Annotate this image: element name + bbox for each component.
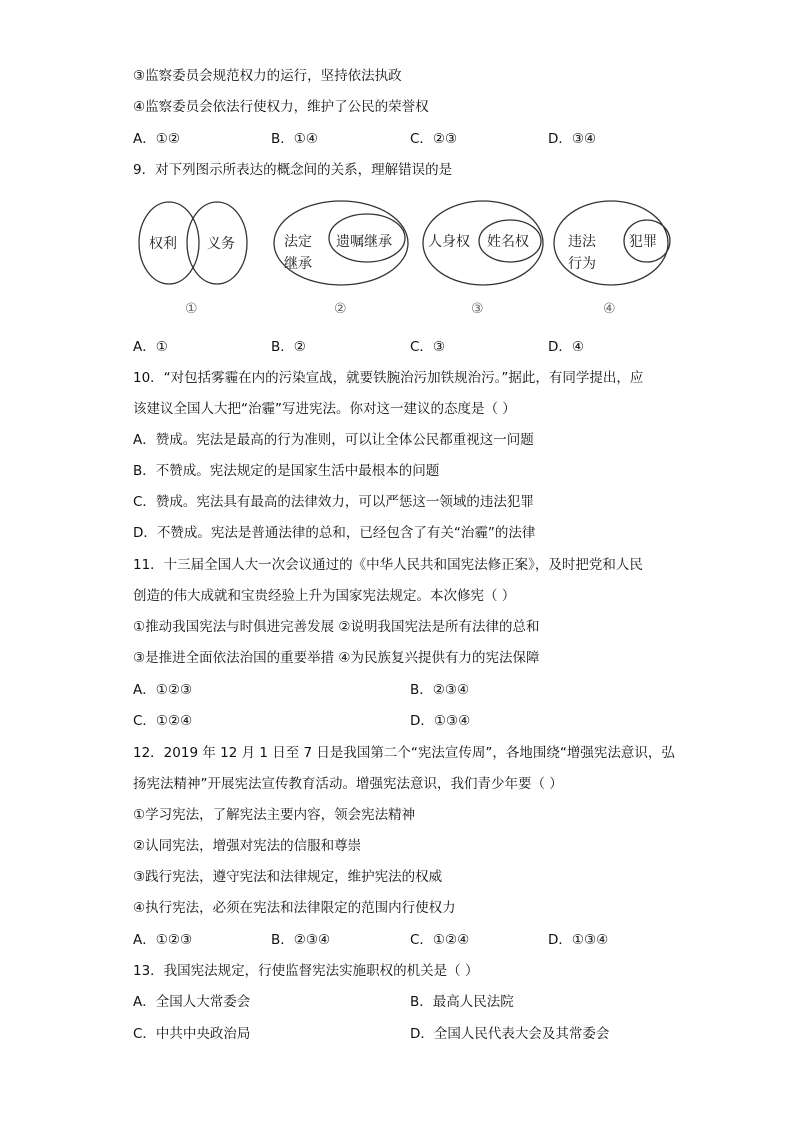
q10-option-c[interactable]: C．赞成。宪法具有最高的法律效力，可以严惩这一领域的违法犯罪 [133, 494, 534, 510]
q12-option-d[interactable]: D．①③④ [548, 932, 609, 948]
diagram-number-2: ② [334, 301, 347, 317]
q10-option-b[interactable]: B．不赞成。宪法规定的是国家生活中最根本的问题 [133, 463, 440, 479]
diagram3-outer: 人身权 [428, 234, 470, 250]
q11-items-line1: ①推动我国宪法与时俱进完善发展 ②说明我国宪法是所有法律的总和 [133, 619, 540, 635]
q11-option-c[interactable]: C．①②④ [133, 713, 193, 729]
diagram2-inner: 遗嘱继承 [336, 234, 392, 250]
q13-option-b[interactable]: B．最高人民法院 [410, 994, 514, 1010]
diagram-number-3: ③ [471, 301, 484, 317]
q13-option-d[interactable]: D．全国人民代表大会及其常委会 [410, 1026, 610, 1042]
q11-stem-line1: 11．十三届全国人大一次会议通过的《中华人民共和国宪法修正案》，及时把党和人民 [133, 557, 643, 573]
diagram2-outer-line1: 法定 [284, 234, 312, 250]
q9-concept-diagrams [133, 196, 673, 322]
q12-stem-line2: 扬宪法精神”开展宪法宣传教育活动。增强宪法意识，我们青少年要（ ） [133, 776, 563, 792]
q9-option-b[interactable]: B．② [271, 339, 306, 355]
q12-stem-line1: 12．2019 年 12 月 1 日至 7 日是我国第二个“宪法宣传周”，各地围绕“增强宪法意识，弘 [133, 745, 675, 761]
q8-option-d[interactable]: D．③④ [548, 131, 597, 147]
q8-item-4: ④监察委员会依法行使权力，维护了公民的荣誉权 [133, 99, 429, 115]
q10-stem-line1: 10．“对包括雾霾在内的污染宣战，就要铁腕治污加铁规治污。”据此，有同学提出，应 [133, 370, 644, 386]
diagram-number-1: ① [185, 301, 198, 317]
q12-option-b[interactable]: B．②③④ [271, 932, 331, 948]
diagram3-inner: 姓名权 [487, 234, 529, 250]
diagram2-outer-line2: 继承 [284, 256, 312, 272]
diagram-number-4: ④ [603, 301, 616, 317]
q12-option-c[interactable]: C．①②④ [410, 932, 470, 948]
q9-diagram-svg [133, 196, 673, 322]
q8-option-b[interactable]: B．①④ [271, 131, 318, 147]
q12-item-3: ③践行宪法，遵守宪法和法律规定，维护宪法的权威 [133, 869, 443, 885]
q11-option-b[interactable]: B．②③④ [410, 682, 470, 698]
q10-option-a[interactable]: A．赞成。宪法是最高的行为准则，可以让全体公民都重视这一问题 [133, 432, 534, 448]
q8-option-c[interactable]: C．②③ [410, 131, 458, 147]
q9-option-d[interactable]: D．④ [548, 339, 584, 355]
q9-option-c[interactable]: C．③ [410, 339, 446, 355]
diagram4-inner: 犯罪 [629, 234, 657, 250]
q13-option-a[interactable]: A．全国人大常委会 [133, 994, 251, 1010]
q10-stem-line2: 该建议全国人大把“治霾”写进宪法。你对这一建议的态度是（ ） [133, 401, 516, 417]
diagram4-outer-line1: 违法 [568, 234, 596, 250]
q12-item-4: ④执行宪法，必须在宪法和法律限定的范围内行使权力 [133, 900, 456, 916]
q12-option-a[interactable]: A．①②③ [133, 932, 193, 948]
q11-option-a[interactable]: A．①②③ [133, 682, 193, 698]
diagram4-outer-line2: 行为 [568, 256, 596, 272]
q11-stem-line2: 创造的伟大成就和宝贵经验上升为国家宪法规定。本次修宪（ ） [133, 588, 516, 604]
q8-item-3: ③监察委员会规范权力的运行，坚持依法执政 [133, 68, 402, 84]
q10-option-d[interactable]: D．不赞成。宪法是普通法律的总和，已经包含了有关“治霾”的法律 [133, 525, 536, 541]
q9-option-a[interactable]: A．① [133, 339, 168, 355]
q12-item-1: ①学习宪法，了解宪法主要内容，领会宪法精神 [133, 807, 416, 823]
q13-stem: 13．我国宪法规定，行使监督宪法实施职权的机关是（ ） [133, 963, 479, 979]
q11-option-d[interactable]: D．①③④ [410, 713, 471, 729]
venn-label-right: 义务 [207, 236, 235, 252]
q11-items-line2: ③是推进全面依法治国的重要举措 ④为民族复兴提供有力的宪法保障 [133, 650, 540, 666]
q9-stem: 9．对下列图示所表达的概念间的关系，理解错误的是 [133, 162, 453, 178]
q8-option-a[interactable]: A．①② [133, 131, 180, 147]
q12-item-2: ②认同宪法，增强对宪法的信服和尊崇 [133, 838, 362, 854]
venn-label-left: 权利 [149, 236, 177, 252]
q13-option-c[interactable]: C．中共中央政治局 [133, 1026, 251, 1042]
